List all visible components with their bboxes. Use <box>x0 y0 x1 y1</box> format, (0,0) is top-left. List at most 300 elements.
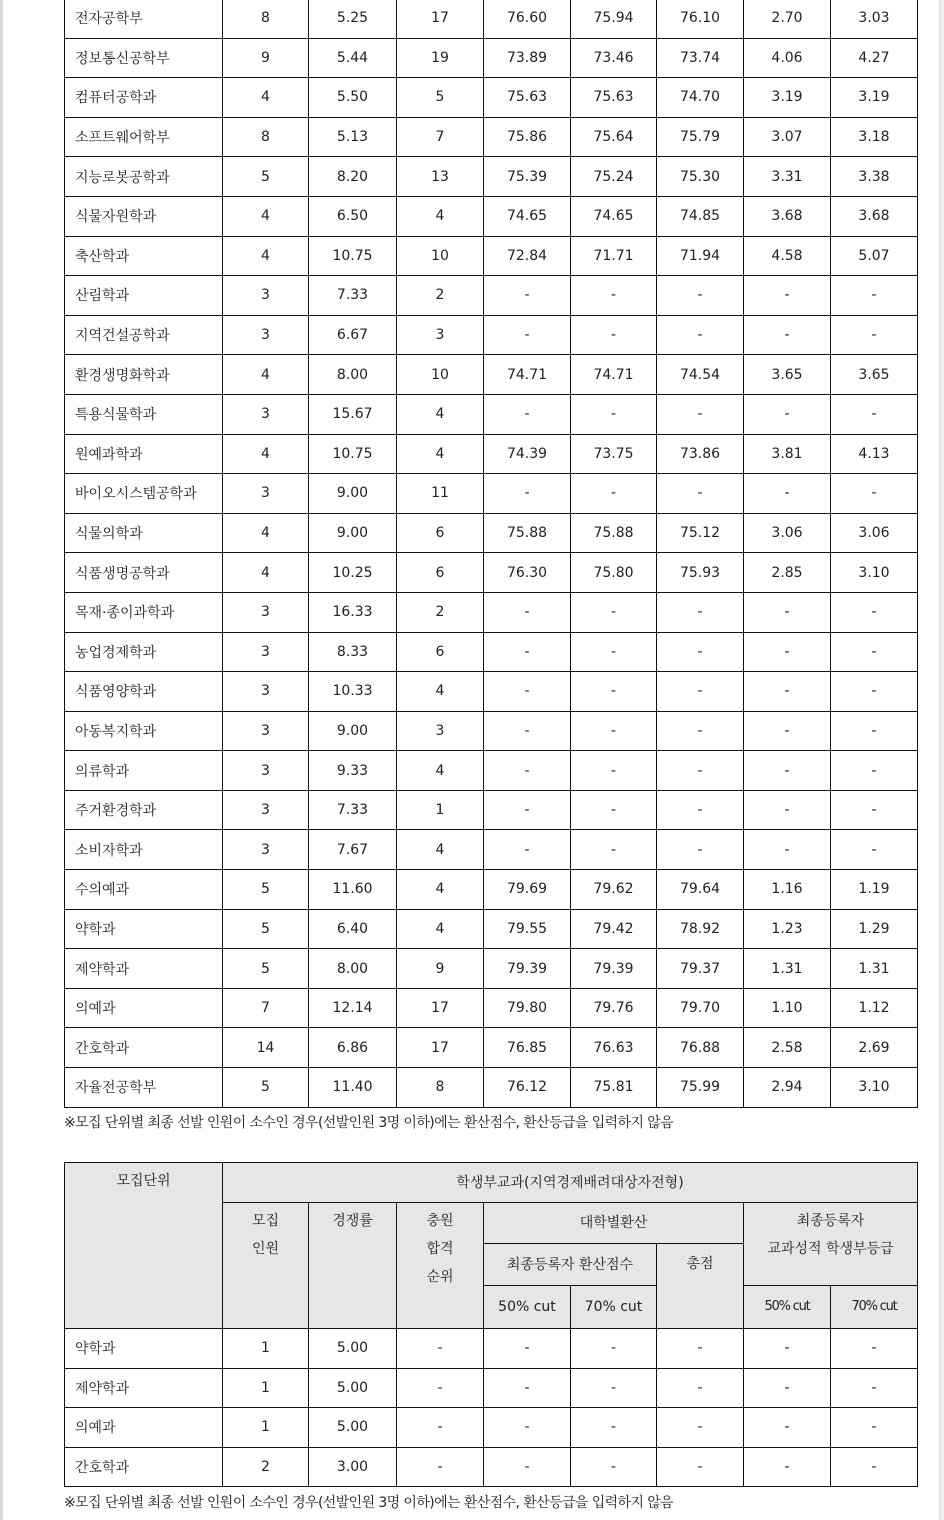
cell-unit: 환경생명화학과 <box>65 355 223 395</box>
cell-quota: 4 <box>223 236 309 276</box>
footnote: ※모집 단위별 최종 선발 인원이 소수인 경우(선발인원 3명 이하)에는 환산점수, 환산등급을 입력하지 않음 <box>64 1495 674 1511</box>
cell-ratio: 8.00 <box>309 355 397 395</box>
header-track: 학생부교과(지역경제배려대상자전형) <box>223 1163 918 1203</box>
cell-waitlist-rank: 4 <box>397 870 484 910</box>
cell-total: 79.70 <box>657 988 744 1028</box>
footnote: ※모집 단위별 최종 선발 인원이 소수인 경우(선발인원 3명 이하)에는 환산점수, 환산등급을 입력하지 않음 <box>64 1115 674 1131</box>
cell-total: 79.37 <box>657 949 744 989</box>
cell-quota: 4 <box>223 78 309 118</box>
cell-score-70: 79.42 <box>571 909 657 949</box>
cell-grade-50: 1.23 <box>744 909 831 949</box>
cell-grade-50: - <box>744 632 831 672</box>
cell-unit: 소프트웨어학부 <box>65 117 223 157</box>
cell-ratio: 5.44 <box>309 38 397 78</box>
cell-unit: 식물의학과 <box>65 513 223 553</box>
cell-waitlist-rank: - <box>397 1408 484 1448</box>
table-row <box>65 394 918 434</box>
cell-score-50: 76.85 <box>484 1028 571 1068</box>
cell-unit: 간호학과 <box>65 1447 223 1487</box>
cell-unit: 제약학과 <box>65 949 223 989</box>
cell-grade-70: 1.19 <box>831 870 918 910</box>
cell-score-70: 75.24 <box>571 157 657 197</box>
header-score-70: 70% cut <box>571 1286 657 1329</box>
cell-unit: 목재·종이과학과 <box>65 592 223 632</box>
cell-total: - <box>657 632 744 672</box>
cell-ratio: 7.33 <box>309 790 397 830</box>
table-row <box>65 315 918 355</box>
cell-ratio: 6.40 <box>309 909 397 949</box>
header-quota-line1: 모집 <box>251 1213 280 1229</box>
cell-unit: 산림학과 <box>65 276 223 316</box>
cell-score-70: - <box>571 276 657 316</box>
cell-ratio: 6.67 <box>309 315 397 355</box>
cell-total: - <box>657 1329 744 1369</box>
cell-grade-50: 2.85 <box>744 553 831 593</box>
table-row <box>65 276 918 316</box>
cell-score-50: - <box>484 474 571 514</box>
cell-quota: 3 <box>223 672 309 712</box>
cell-unit: 간호학과 <box>65 1028 223 1068</box>
cell-quota: 2 <box>223 1447 309 1487</box>
cell-grade-70: - <box>831 592 918 632</box>
cell-grade-70: - <box>831 672 918 712</box>
cell-waitlist-rank: - <box>397 1368 484 1408</box>
cell-score-50: 72.84 <box>484 236 571 276</box>
cell-quota: 4 <box>223 434 309 474</box>
table-row <box>65 474 918 514</box>
cell-total: - <box>657 672 744 712</box>
cell-waitlist-rank: 7 <box>397 117 484 157</box>
cell-total: 76.88 <box>657 1028 744 1068</box>
cell-score-70: - <box>571 830 657 870</box>
cell-total: - <box>657 1447 744 1487</box>
cell-score-50: 74.71 <box>484 355 571 395</box>
cell-ratio: 10.25 <box>309 553 397 593</box>
cell-grade-50: - <box>744 1368 831 1408</box>
cell-ratio: 5.00 <box>309 1368 397 1408</box>
cell-total: 73.74 <box>657 38 744 78</box>
header-quota <box>223 1203 309 1329</box>
cell-ratio: 9.00 <box>309 711 397 751</box>
cell-score-50: - <box>484 276 571 316</box>
cell-total: 79.64 <box>657 870 744 910</box>
cell-waitlist-rank: 4 <box>397 909 484 949</box>
cell-waitlist-rank: 5 <box>397 78 484 118</box>
cell-ratio: 11.60 <box>309 870 397 910</box>
header-unit: 모집단위 <box>65 1163 223 1329</box>
cell-grade-70: 3.10 <box>831 553 918 593</box>
cell-grade-70: 1.29 <box>831 909 918 949</box>
cell-total: - <box>657 830 744 870</box>
cell-unit: 아동복지학과 <box>65 711 223 751</box>
cell-grade-50: - <box>744 751 831 791</box>
cell-grade-70: 3.68 <box>831 196 918 236</box>
cell-score-70: - <box>571 711 657 751</box>
cell-score-50: 79.55 <box>484 909 571 949</box>
page-edge-left <box>0 0 3 1520</box>
table-row <box>65 790 918 830</box>
cell-grade-70: 4.27 <box>831 38 918 78</box>
cell-total: 71.94 <box>657 236 744 276</box>
cell-waitlist-rank: 4 <box>397 672 484 712</box>
cell-score-70: 74.65 <box>571 196 657 236</box>
cell-grade-50: - <box>744 1447 831 1487</box>
cell-score-70: 75.88 <box>571 513 657 553</box>
cell-quota: 5 <box>223 870 309 910</box>
cell-waitlist-rank: 17 <box>397 0 484 38</box>
cell-waitlist-rank: 8 <box>397 1068 484 1108</box>
table-row <box>65 236 918 276</box>
cell-quota: 9 <box>223 38 309 78</box>
table-row <box>65 513 918 553</box>
cell-grade-70: 1.31 <box>831 949 918 989</box>
cell-grade-50: 2.58 <box>744 1028 831 1068</box>
cell-score-70: - <box>571 1329 657 1369</box>
cell-grade-50: 2.70 <box>744 0 831 38</box>
cell-grade-50: 4.06 <box>744 38 831 78</box>
cell-waitlist-rank: 1 <box>397 790 484 830</box>
cell-grade-50: 4.58 <box>744 236 831 276</box>
table-row <box>65 38 918 78</box>
cell-total: - <box>657 790 744 830</box>
cell-score-70: - <box>571 1408 657 1448</box>
cell-grade-50: 2.94 <box>744 1068 831 1108</box>
cell-total: - <box>657 276 744 316</box>
cell-quota: 1 <box>223 1329 309 1369</box>
cell-unit: 전자공학부 <box>65 0 223 38</box>
cell-score-50: 76.30 <box>484 553 571 593</box>
cell-quota: 1 <box>223 1368 309 1408</box>
cell-unit: 수의예과 <box>65 870 223 910</box>
cell-grade-50: - <box>744 394 831 434</box>
table-row <box>65 711 918 751</box>
cell-waitlist-rank: 10 <box>397 236 484 276</box>
cell-grade-70: 3.06 <box>831 513 918 553</box>
cell-waitlist-rank: - <box>397 1329 484 1369</box>
cell-waitlist-rank: - <box>397 1447 484 1487</box>
cell-unit: 정보통신공학부 <box>65 38 223 78</box>
cell-score-70: 79.39 <box>571 949 657 989</box>
cell-score-50: 76.60 <box>484 0 571 38</box>
table-row <box>65 870 918 910</box>
table-row <box>65 78 918 118</box>
cell-quota: 5 <box>223 909 309 949</box>
header-final-score: 최종등록자 환산점수 <box>484 1244 657 1286</box>
cell-grade-50: - <box>744 474 831 514</box>
cell-score-70: - <box>571 1447 657 1487</box>
cell-quota: 3 <box>223 592 309 632</box>
cell-score-50: - <box>484 632 571 672</box>
cell-waitlist-rank: 19 <box>397 38 484 78</box>
cell-waitlist-rank: 6 <box>397 632 484 672</box>
cell-ratio: 10.75 <box>309 434 397 474</box>
cell-quota: 14 <box>223 1028 309 1068</box>
cell-total: - <box>657 315 744 355</box>
cell-total: 74.85 <box>657 196 744 236</box>
table-row <box>65 830 918 870</box>
table-row <box>65 949 918 989</box>
cell-score-50: 73.89 <box>484 38 571 78</box>
cell-quota: 3 <box>223 711 309 751</box>
cell-score-50: - <box>484 394 571 434</box>
cell-score-70: 73.75 <box>571 434 657 474</box>
table-row <box>65 553 918 593</box>
cell-score-70: 75.64 <box>571 117 657 157</box>
cell-waitlist-rank: 3 <box>397 711 484 751</box>
cell-grade-50: 3.06 <box>744 513 831 553</box>
cell-score-50: - <box>484 1447 571 1487</box>
cell-unit: 식품영양학과 <box>65 672 223 712</box>
cell-grade-50: - <box>744 1329 831 1369</box>
cell-waitlist-rank: 6 <box>397 513 484 553</box>
table-row <box>65 1068 918 1108</box>
cell-score-50: 75.88 <box>484 513 571 553</box>
cell-unit: 제약학과 <box>65 1368 223 1408</box>
header-grade-70: 70% cut <box>831 1286 918 1329</box>
cell-unit: 약학과 <box>65 1329 223 1369</box>
cell-quota: 5 <box>223 949 309 989</box>
cell-ratio: 6.50 <box>309 196 397 236</box>
cell-waitlist-rank: 17 <box>397 1028 484 1068</box>
cell-waitlist-rank: 2 <box>397 276 484 316</box>
table-row <box>65 1368 918 1408</box>
cell-ratio: 5.25 <box>309 0 397 38</box>
cell-unit: 주거환경학과 <box>65 790 223 830</box>
cell-grade-70: - <box>831 315 918 355</box>
cell-grade-70: 3.38 <box>831 157 918 197</box>
cell-ratio: 15.67 <box>309 394 397 434</box>
cell-grade-50: 1.16 <box>744 870 831 910</box>
cell-quota: 4 <box>223 355 309 395</box>
cell-ratio: 16.33 <box>309 592 397 632</box>
cell-grade-70: 3.10 <box>831 1068 918 1108</box>
cell-ratio: 8.20 <box>309 157 397 197</box>
cell-grade-50: 1.31 <box>744 949 831 989</box>
cell-unit: 자율전공학부 <box>65 1068 223 1108</box>
cell-score-50: - <box>484 711 571 751</box>
cell-score-50: - <box>484 592 571 632</box>
cell-grade-70: - <box>831 394 918 434</box>
cell-grade-50: - <box>744 672 831 712</box>
table-row <box>65 1028 918 1068</box>
header-univ-conversion: 대학별환산 <box>484 1203 744 1244</box>
cell-quota: 3 <box>223 751 309 791</box>
table-row <box>65 672 918 712</box>
cell-grade-70: - <box>831 790 918 830</box>
table-row <box>65 1329 918 1369</box>
cell-grade-70: - <box>831 632 918 672</box>
cell-grade-50: - <box>744 790 831 830</box>
cell-total: - <box>657 1368 744 1408</box>
cell-ratio: 3.00 <box>309 1447 397 1487</box>
cell-grade-70: 3.65 <box>831 355 918 395</box>
table-row <box>65 909 918 949</box>
cell-quota: 8 <box>223 0 309 38</box>
table-row <box>65 0 918 38</box>
cell-score-50: 76.12 <box>484 1068 571 1108</box>
cell-score-50: - <box>484 790 571 830</box>
cell-grade-70: - <box>831 1447 918 1487</box>
cell-score-50: - <box>484 315 571 355</box>
cell-score-50: 79.39 <box>484 949 571 989</box>
cell-waitlist-rank: 9 <box>397 949 484 989</box>
cell-grade-70: - <box>831 1329 918 1369</box>
cell-unit: 지능로봇공학과 <box>65 157 223 197</box>
cell-score-50: - <box>484 1329 571 1369</box>
cell-grade-50: 3.81 <box>744 434 831 474</box>
cell-unit: 바이오시스템공학과 <box>65 474 223 514</box>
cell-quota: 3 <box>223 632 309 672</box>
cell-waitlist-rank: 3 <box>397 315 484 355</box>
cell-total: 73.86 <box>657 434 744 474</box>
cell-grade-50: 1.10 <box>744 988 831 1028</box>
table-row <box>65 157 918 197</box>
cell-ratio: 5.13 <box>309 117 397 157</box>
cell-unit: 의예과 <box>65 988 223 1028</box>
cell-ratio: 8.33 <box>309 632 397 672</box>
cell-total: - <box>657 394 744 434</box>
cell-quota: 3 <box>223 276 309 316</box>
cell-score-70: - <box>571 394 657 434</box>
cell-quota: 3 <box>223 394 309 434</box>
cell-waitlist-rank: 17 <box>397 988 484 1028</box>
cell-grade-70: 3.18 <box>831 117 918 157</box>
header-total: 총점 <box>657 1244 744 1329</box>
cell-total: 75.93 <box>657 553 744 593</box>
cell-grade-50: - <box>744 592 831 632</box>
cell-total: - <box>657 1408 744 1448</box>
cell-unit: 원예과학과 <box>65 434 223 474</box>
cell-ratio: 5.50 <box>309 78 397 118</box>
cell-unit: 농업경제학과 <box>65 632 223 672</box>
table-row <box>65 117 918 157</box>
cell-score-50: 74.39 <box>484 434 571 474</box>
cell-total: 75.99 <box>657 1068 744 1108</box>
cell-quota: 3 <box>223 790 309 830</box>
cell-score-50: 79.80 <box>484 988 571 1028</box>
page-scrollbar-track[interactable] <box>939 0 944 1520</box>
cell-ratio: 6.86 <box>309 1028 397 1068</box>
cell-unit: 의예과 <box>65 1408 223 1448</box>
header-grade-50: 50% cut <box>744 1286 831 1329</box>
table-row <box>65 355 918 395</box>
cell-unit: 컴퓨터공학과 <box>65 78 223 118</box>
cell-total: 74.70 <box>657 78 744 118</box>
cell-score-50: 74.65 <box>484 196 571 236</box>
cell-total: 74.54 <box>657 355 744 395</box>
header-final-grade <box>744 1203 918 1286</box>
cell-quota: 1 <box>223 1408 309 1448</box>
cell-ratio: 9.00 <box>309 474 397 514</box>
header-score-50: 50% cut <box>484 1286 571 1329</box>
table-row <box>65 1447 918 1487</box>
cell-score-70: 79.62 <box>571 870 657 910</box>
cell-quota: 5 <box>223 1068 309 1108</box>
cell-grade-50: 3.19 <box>744 78 831 118</box>
cell-grade-50: - <box>744 315 831 355</box>
cell-score-70: - <box>571 632 657 672</box>
cell-grade-70: 3.19 <box>831 78 918 118</box>
cell-grade-70: - <box>831 276 918 316</box>
cell-quota: 8 <box>223 117 309 157</box>
cell-grade-70: 3.03 <box>831 0 918 38</box>
cell-quota: 4 <box>223 513 309 553</box>
header-quota-line2: 인원 <box>251 1241 280 1257</box>
cell-quota: 3 <box>223 830 309 870</box>
cell-grade-70: - <box>831 474 918 514</box>
cell-score-50: 75.39 <box>484 157 571 197</box>
cell-score-70: 74.71 <box>571 355 657 395</box>
cell-waitlist-rank: 13 <box>397 157 484 197</box>
cell-quota: 7 <box>223 988 309 1028</box>
table-body <box>65 0 918 1107</box>
header-ratio: 경쟁률 <box>309 1203 397 1329</box>
table-row <box>65 434 918 474</box>
cell-unit: 소비자학과 <box>65 830 223 870</box>
cell-score-70: 73.46 <box>571 38 657 78</box>
cell-grade-70: 4.13 <box>831 434 918 474</box>
cell-score-50: 75.63 <box>484 78 571 118</box>
cell-total: 75.12 <box>657 513 744 553</box>
cell-score-50: 79.69 <box>484 870 571 910</box>
header-waitlist-rank <box>397 1203 484 1329</box>
cell-unit: 약학과 <box>65 909 223 949</box>
cell-score-50: 75.86 <box>484 117 571 157</box>
cell-score-70: 71.71 <box>571 236 657 276</box>
cell-grade-50: 3.07 <box>744 117 831 157</box>
table-body <box>65 1329 918 1487</box>
cell-waitlist-rank: 4 <box>397 196 484 236</box>
cell-quota: 3 <box>223 474 309 514</box>
table-row <box>65 632 918 672</box>
cell-quota: 3 <box>223 315 309 355</box>
cell-total: - <box>657 751 744 791</box>
cell-ratio: 11.40 <box>309 1068 397 1108</box>
cell-ratio: 9.33 <box>309 751 397 791</box>
cell-quota: 5 <box>223 157 309 197</box>
cell-score-70: 79.76 <box>571 988 657 1028</box>
cell-score-70: 75.80 <box>571 553 657 593</box>
cell-waitlist-rank: 11 <box>397 474 484 514</box>
cell-total: 75.30 <box>657 157 744 197</box>
cell-grade-50: - <box>744 830 831 870</box>
cell-score-70: - <box>571 751 657 791</box>
cell-grade-50: 3.65 <box>744 355 831 395</box>
table-header <box>65 1163 918 1329</box>
cell-unit: 지역건설공학과 <box>65 315 223 355</box>
cell-unit: 식품생명공학과 <box>65 553 223 593</box>
cell-waitlist-rank: 4 <box>397 830 484 870</box>
cell-grade-70: - <box>831 830 918 870</box>
cell-score-70: - <box>571 315 657 355</box>
table-row <box>65 751 918 791</box>
cell-total: 75.79 <box>657 117 744 157</box>
cell-grade-70: - <box>831 1408 918 1448</box>
cell-grade-70: 2.69 <box>831 1028 918 1068</box>
admission-results-table <box>64 0 918 1108</box>
cell-score-70: - <box>571 1368 657 1408</box>
cell-score-70: - <box>571 672 657 712</box>
cell-total: - <box>657 474 744 514</box>
cell-score-50: - <box>484 1368 571 1408</box>
cell-score-70: - <box>571 592 657 632</box>
cell-grade-70: 5.07 <box>831 236 918 276</box>
cell-total: - <box>657 711 744 751</box>
header-rank-line2: 합격 <box>426 1241 454 1257</box>
cell-score-70: 75.81 <box>571 1068 657 1108</box>
cell-ratio: 7.33 <box>309 276 397 316</box>
cell-ratio: 10.75 <box>309 236 397 276</box>
